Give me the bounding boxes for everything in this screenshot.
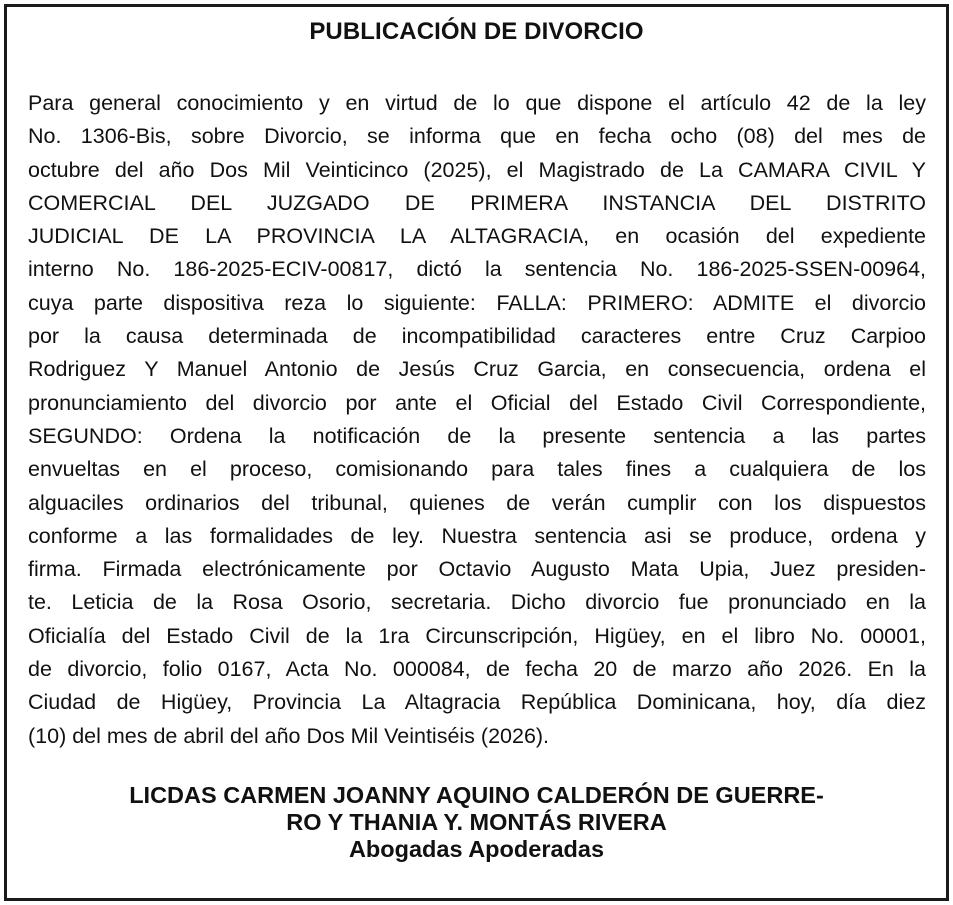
signature-block — [7, 782, 946, 863]
body-line: alguaciles ordinarios del tribunal, quienes de verán cumplir con los dispuestos — [28, 490, 926, 515]
body-line: octubre del año Dos Mil Veinticinco (2025), el Magistrado de La CAMARA CIVIL Y — [28, 157, 926, 182]
body-line: (10) del mes de abril del año Dos Mil Veintiséis (2026). — [28, 723, 550, 748]
body-line: interno No. 186-2025-ECIV-00817, dictó la sentencia No. 186-2025-SSEN-00964, — [28, 257, 926, 282]
body-line: COMERCIAL DEL JUZGADO DE PRIMERA INSTANCIA DEL DISTRITO — [28, 190, 926, 215]
body-line: Oficialía del Estado Civil de la 1ra Circunscripción, Higüey, en el libro No. 00001, — [28, 623, 926, 648]
body-line: Para general conocimiento y en virtud de lo que dispone el artículo 42 de la ley — [28, 91, 926, 115]
notice-body — [28, 87, 926, 753]
body-line: JUDICIAL DE LA PROVINCIA LA ALTAGRACIA, en ocasión del expediente — [28, 224, 926, 249]
signature-names-line-2: RO Y THANIA Y. MONTÁS RIVERA — [286, 809, 667, 835]
body-line: firma. Firmada electrónicamente por Octavio Augusto Mata Upia, Juez presiden- — [28, 557, 926, 582]
body-line: de divorcio, folio 0167, Acta No. 000084, de fecha 20 de marzo año 2026. En la — [28, 657, 926, 682]
body-line: SEGUNDO: Ordena la notificación de la presente sentencia a las partes — [28, 423, 926, 448]
body-line: cuya parte dispositiva reza lo siguiente: FALLA: PRIMERO: ADMITE el divorcio — [28, 290, 926, 315]
notice-title: PUBLICACIÓN DE DIVORCIO — [309, 18, 644, 45]
body-line: No. 1306-Bis, sobre Divorcio, se informa que en fecha ocho (08) del mes de — [28, 124, 926, 149]
divorce-notice — [4, 4, 949, 901]
body-line: envueltas en el proceso, comisionando para tales fines a cualquiera de los — [28, 457, 926, 482]
body-line: por la causa determinada de incompatibilidad caracteres entre Cruz Carpioo — [28, 324, 926, 349]
signature-role: Abogadas Apoderadas — [348, 836, 605, 862]
body-line: Ciudad de Higüey, Provincia La Altagracia República Dominicana, hoy, día diez — [28, 690, 926, 715]
body-line: pronunciamiento del divorcio por ante el Oficial del Estado Civil Correspondiente, — [28, 390, 926, 415]
body-line: Rodriguez Y Manuel Antonio de Jesús Cruz Garcia, en consecuencia, ordena el — [28, 357, 926, 382]
signature-names-line-1: LICDAS CARMEN JOANNY AQUINO CALDERÓN DE GUERRE- — [129, 782, 824, 808]
body-line: te. Leticia de la Rosa Osorio, secretaria. Dicho divorcio fue pronunciado en la — [28, 590, 926, 615]
body-line: conforme a las formalidades de ley. Nuestra sentencia asi se produce, ordena y — [28, 523, 926, 548]
